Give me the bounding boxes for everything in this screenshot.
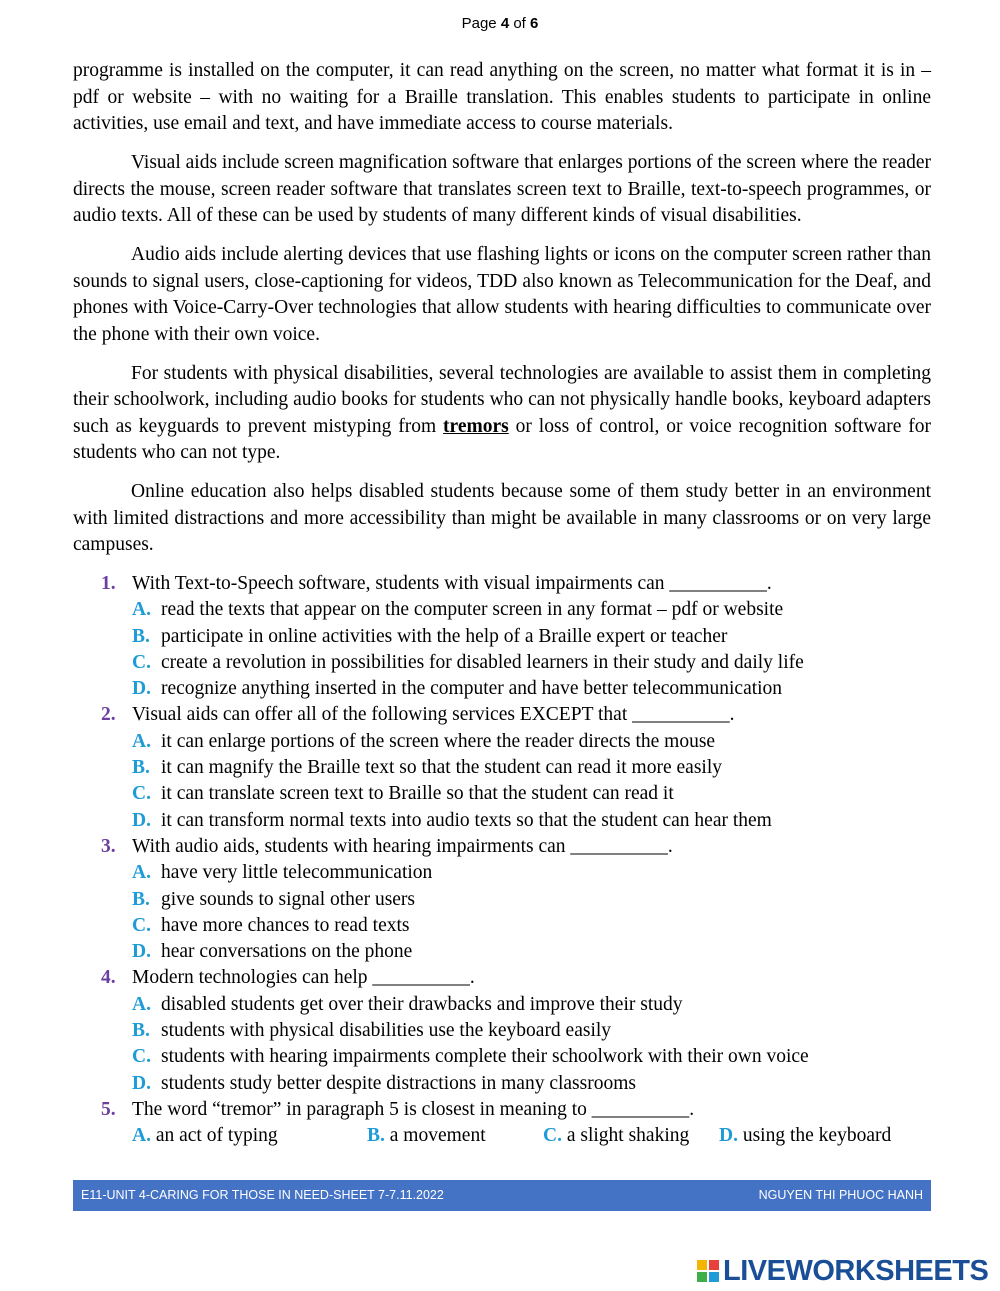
option-5b[interactable] bbox=[367, 1123, 486, 1150]
option-letter: B. bbox=[132, 757, 150, 779]
option-letter: A. bbox=[132, 862, 151, 884]
option-letter: C. bbox=[543, 1125, 562, 1147]
option-5a[interactable] bbox=[132, 1123, 278, 1150]
option-1a[interactable] bbox=[73, 597, 931, 623]
option-letter: D. bbox=[132, 941, 151, 963]
option-letter: C. bbox=[132, 1046, 151, 1068]
option-text: students with physical disabilities use the keyboard easily bbox=[161, 1020, 612, 1042]
question-5 bbox=[73, 1097, 931, 1123]
question-number: 1. bbox=[101, 573, 116, 594]
option-letter: D. bbox=[719, 1125, 738, 1147]
question-number: 4. bbox=[101, 967, 116, 989]
question-text: Modern technologies can help __________. bbox=[132, 967, 475, 989]
question-4 bbox=[73, 965, 931, 991]
question-number: 3. bbox=[101, 835, 116, 857]
option-text: it can transform normal texts into audio texts so that the student can hear them bbox=[161, 809, 772, 831]
option-text: participate in online activities with the help of a Braille expert or teacher bbox=[161, 625, 728, 647]
option-letter: A. bbox=[132, 993, 151, 1015]
logo-block-green bbox=[697, 1272, 707, 1282]
worksheet-content bbox=[73, 58, 931, 1150]
option-text: a slight shaking bbox=[566, 1125, 690, 1147]
passage-paragraph-4 bbox=[73, 361, 931, 467]
option-5c[interactable] bbox=[543, 1123, 689, 1150]
option-text: students study better despite distractions in many classrooms bbox=[161, 1072, 636, 1094]
footer-sheet-title: E11-UNIT 4-CARING FOR THOSE IN NEED-SHEET 7-7.11.2022 bbox=[81, 1188, 444, 1202]
option-2a[interactable] bbox=[73, 729, 931, 755]
option-letter: A. bbox=[132, 730, 151, 752]
option-2b[interactable] bbox=[73, 755, 931, 781]
option-4a[interactable] bbox=[73, 992, 931, 1018]
option-letter: B. bbox=[367, 1125, 385, 1147]
passage-paragraph-3: Audio aids include alerting devices that use flashing lights or icons on the computer screen rather than sounds to signal users, close-captioning for videos, TDD also known as Telecommunication for the Deaf, and phones with Voice-Carry-Over technologies that allow students with hearing difficulties to communicate over the phone with their own voice. bbox=[73, 244, 931, 345]
footer-author: NGUYEN THI PHUOC HANH bbox=[758, 1188, 923, 1202]
option-2d[interactable] bbox=[73, 808, 931, 834]
option-letter: B. bbox=[132, 1020, 150, 1042]
page-current: 4 bbox=[500, 15, 510, 32]
option-1d[interactable] bbox=[73, 676, 931, 702]
logo-block-red bbox=[709, 1260, 719, 1270]
option-2c[interactable] bbox=[73, 781, 931, 807]
option-text: hear conversations on the phone bbox=[161, 941, 413, 963]
option-letter: A. bbox=[132, 599, 151, 621]
question-number: 2. bbox=[101, 704, 116, 726]
question-list bbox=[73, 571, 931, 1150]
option-1c[interactable] bbox=[73, 650, 931, 676]
option-letter: B. bbox=[132, 888, 150, 910]
page-indicator bbox=[0, 15, 1000, 32]
option-4b[interactable] bbox=[73, 1018, 931, 1044]
option-text: using the keyboard bbox=[742, 1125, 892, 1147]
reading-passage bbox=[73, 58, 931, 559]
page-footer bbox=[73, 1180, 931, 1211]
option-5d[interactable] bbox=[719, 1123, 891, 1150]
option-text: it can translate screen text to Braille so that the student can read it bbox=[161, 783, 674, 805]
logo-text: LIVEWORKSHEETS bbox=[723, 1254, 989, 1287]
highlighted-word-tremors: tremors bbox=[443, 415, 509, 437]
question-text: The word “tremor” in paragraph 5 is closest in meaning to __________. bbox=[132, 1098, 695, 1120]
option-text: it can enlarge portions of the screen where the reader directs the mouse bbox=[161, 730, 716, 752]
option-letter: A. bbox=[132, 1125, 151, 1147]
passage-paragraph-1: programme is installed on the computer, it can read anything on the screen, no matter what format it is in – pdf or website – with no waiting for a Braille translation. This enables students to participate in online activities, use email and text, and have immediate access to course materials. bbox=[73, 60, 931, 134]
option-4d[interactable] bbox=[73, 1071, 931, 1097]
option-text: students with hearing impairments complete their schoolwork with their own voice bbox=[161, 1046, 809, 1068]
logo-blocks-icon bbox=[697, 1260, 719, 1282]
question-1 bbox=[73, 571, 931, 597]
option-text: have more chances to read texts bbox=[161, 914, 410, 936]
question-number: 5. bbox=[101, 1098, 116, 1120]
option-letter: C. bbox=[132, 914, 151, 936]
question-text: With Text-to-Speech software, students with visual impairments can __________. bbox=[132, 573, 772, 594]
page-of: of bbox=[513, 15, 526, 32]
question-text: With audio aids, students with hearing impairments can __________. bbox=[132, 835, 673, 857]
option-3a[interactable] bbox=[73, 860, 931, 886]
option-3d[interactable] bbox=[73, 939, 931, 965]
option-text: recognize anything inserted in the computer and have better telecommunication bbox=[161, 678, 783, 700]
paragraph-4-text-before: For students with physical disabilities, several technologies are available to assist them in completing their schoolwork, including audio books for students who can not physically handle books, keyboard adapters such as keyguards to prevent mistyping from bbox=[73, 362, 931, 437]
option-letter: B. bbox=[132, 625, 150, 647]
question-5-options bbox=[73, 1123, 931, 1149]
question-text: Visual aids can offer all of the following services EXCEPT that __________. bbox=[132, 704, 735, 726]
option-1b[interactable] bbox=[73, 624, 931, 650]
option-letter: D. bbox=[132, 678, 151, 700]
logo-block-blue bbox=[709, 1272, 719, 1282]
passage-paragraph-2: Visual aids include screen magnification software that enlarges portions of the screen where the reader directs the mouse, screen reader software that translates screen text to Braille, text-to-speech programmes, or audio texts. All of these can be used by students of many different kinds of visual disabilities. bbox=[73, 152, 931, 226]
paragraph-4-text-after: or loss of control, or voice recognition software for students who can not type. bbox=[73, 415, 932, 463]
liveworksheets-logo[interactable] bbox=[697, 1256, 988, 1286]
option-text: an act of typing bbox=[155, 1125, 278, 1147]
question-3 bbox=[73, 834, 931, 860]
passage-paragraph-5: Online education also helps disabled students because some of them study better in an environment with limited distractions and more accessibility than might be available in many classrooms or on very large campuses. bbox=[73, 481, 931, 555]
option-3c[interactable] bbox=[73, 913, 931, 939]
page-prefix: Page bbox=[461, 15, 497, 32]
option-letter: D. bbox=[132, 809, 151, 831]
option-text: read the texts that appear on the computer screen in any format – pdf or website bbox=[161, 599, 784, 621]
logo-block-yellow bbox=[697, 1260, 707, 1270]
option-text: give sounds to signal other users bbox=[161, 888, 416, 910]
option-text: a movement bbox=[389, 1125, 486, 1147]
option-3b[interactable] bbox=[73, 887, 931, 913]
page-total: 6 bbox=[530, 15, 539, 32]
option-letter: D. bbox=[132, 1072, 151, 1094]
question-2 bbox=[73, 702, 931, 728]
option-text: disabled students get over their drawbacks and improve their study bbox=[161, 993, 683, 1015]
option-letter: C. bbox=[132, 783, 151, 805]
option-text: it can magnify the Braille text so that the student can read it more easily bbox=[161, 757, 722, 779]
option-letter: C. bbox=[132, 651, 151, 673]
option-4c[interactable] bbox=[73, 1044, 931, 1070]
option-text: create a revolution in possibilities for disabled learners in their study and daily life bbox=[161, 651, 804, 673]
option-text: have very little telecommunication bbox=[161, 862, 433, 884]
